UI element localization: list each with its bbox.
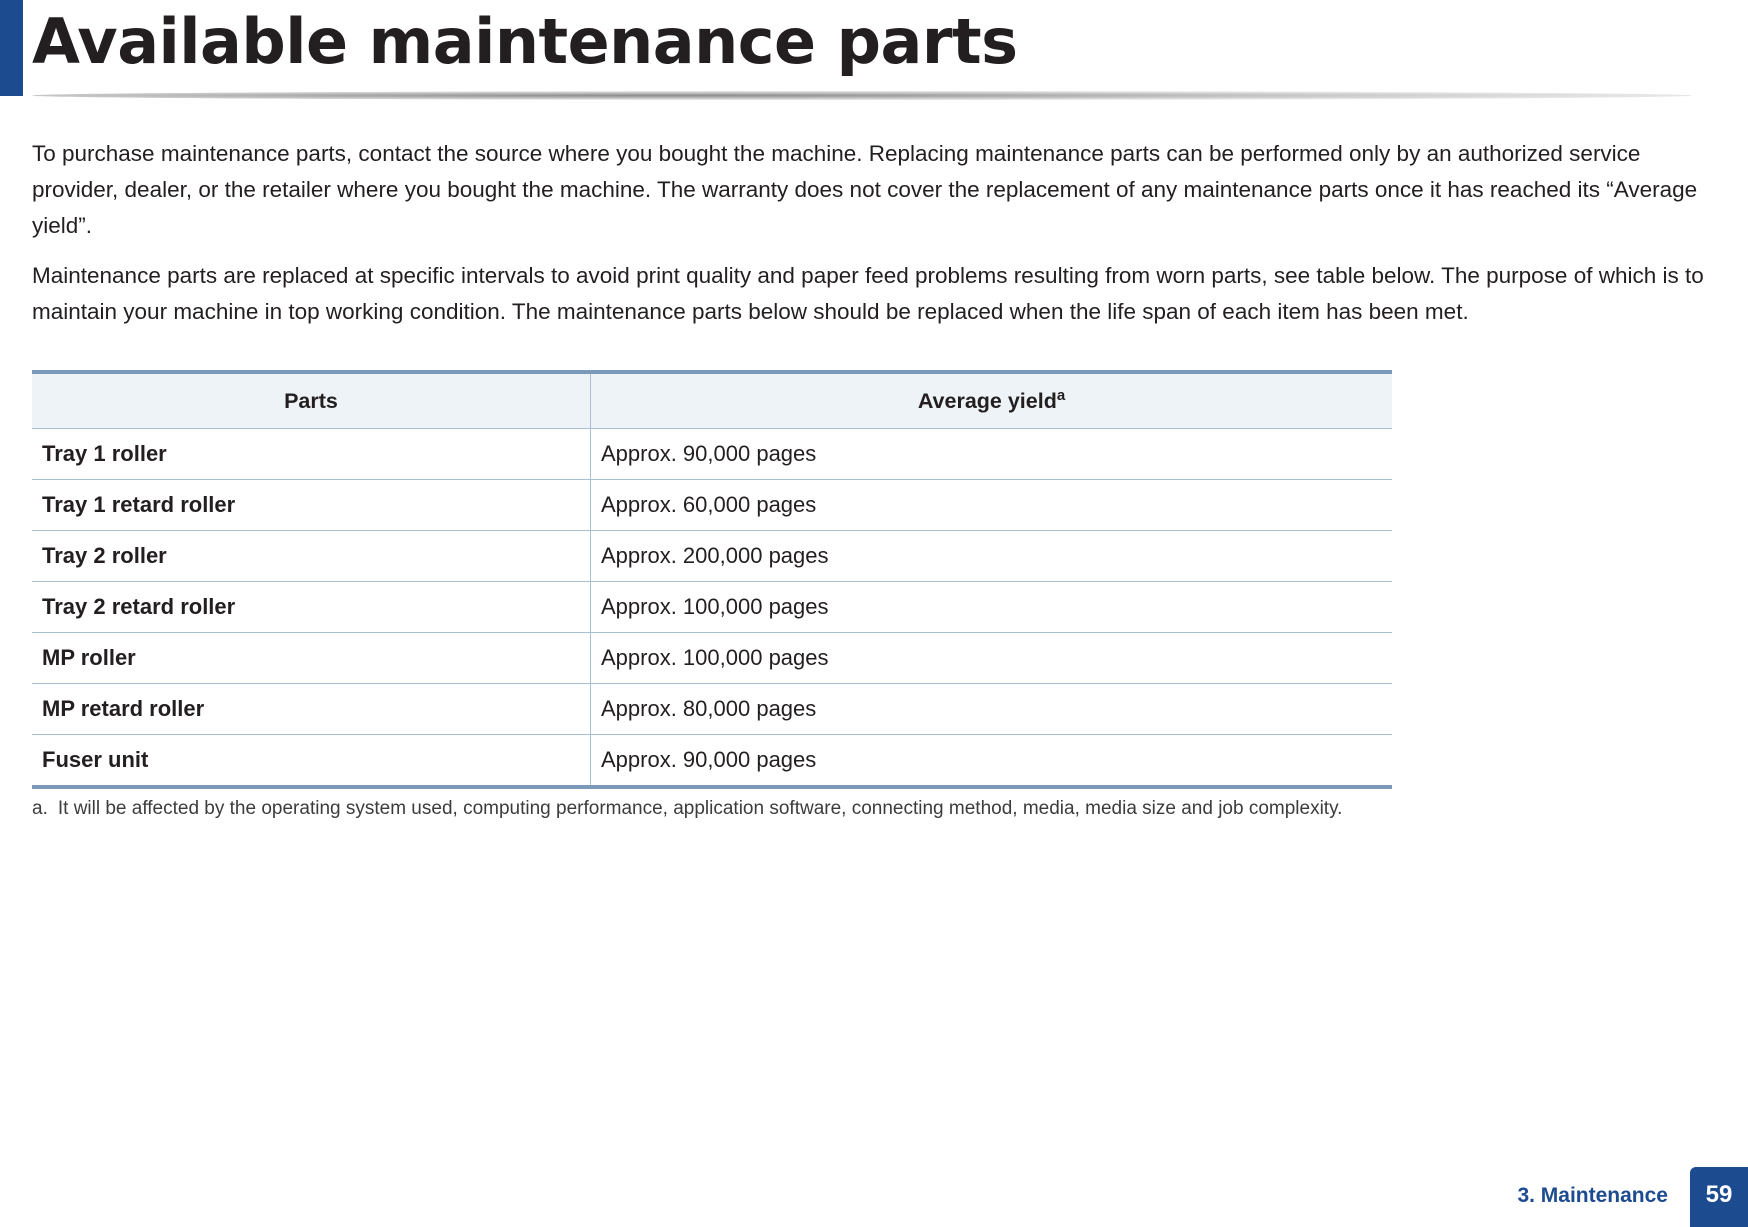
footnote-reference[interactable]: a — [1056, 387, 1066, 405]
table-row — [32, 429, 1392, 480]
part-name-cell: MP roller — [32, 633, 591, 684]
part-yield-cell: Approx. 200,000 pages — [591, 531, 1393, 582]
maintenance-parts-table — [32, 370, 1392, 789]
footer-section-link[interactable]: 3. Maintenance — [1517, 1184, 1668, 1207]
part-name-cell: Tray 2 roller — [32, 531, 591, 582]
table-row — [32, 531, 1392, 582]
part-name-cell: MP retard roller — [32, 684, 591, 735]
part-yield-cell: Approx. 80,000 pages — [591, 684, 1393, 735]
part-yield-cell: Approx. 100,000 pages — [591, 633, 1393, 684]
intro-paragraph-1: To purchase maintenance parts, contact the source where you bought the machine. Replacing maintenance parts can be performed only by an authorized service provider, dealer, or the retailer where you bought the machine. The warranty does not cover the replacement of any maintenance parts once it has reached its “Average yield”. — [32, 141, 1698, 238]
part-name-cell: Tray 1 retard roller — [32, 480, 591, 531]
intro-paragraph-2: Maintenance parts are replaced at specific intervals to avoid print quality and paper feed problems resulting from worn parts, see table below. The purpose of which is to maintain your machine in top working condition. The maintenance parts below should be replaced when the life span of each item has been met. — [32, 263, 1704, 324]
table-row — [32, 735, 1392, 788]
part-name-cell: Tray 2 retard roller — [32, 582, 591, 633]
footnote-text: It will be affected by the operating system used, computing performance, application software, connecting method, media, media size and job complexity. — [57, 798, 1343, 819]
header-parts: Parts — [32, 372, 591, 429]
table-header-row — [32, 372, 1392, 429]
part-yield-cell: Approx. 90,000 pages — [591, 429, 1393, 480]
table-row — [32, 633, 1392, 684]
header-average-yield — [591, 372, 1393, 429]
part-name-cell: Fuser unit — [32, 735, 591, 788]
footnote-mark: a. — [32, 798, 48, 819]
intro-text — [32, 136, 1722, 344]
table-row — [32, 480, 1392, 531]
part-name-cell: Tray 1 roller — [32, 429, 591, 480]
part-yield-cell: Approx. 100,000 pages — [591, 582, 1393, 633]
table-row — [32, 684, 1392, 735]
part-yield-cell: Approx. 60,000 pages — [591, 480, 1393, 531]
title-accent-bar — [0, 0, 23, 96]
table-footnote — [32, 798, 1342, 820]
header-average-yield-label: Average yield — [917, 389, 1057, 414]
table-row — [32, 582, 1392, 633]
page-number-badge: 59 — [1690, 1167, 1748, 1227]
title-divider — [32, 91, 1692, 100]
page-title: Available maintenance parts — [32, 5, 1018, 78]
part-yield-cell: Approx. 90,000 pages — [591, 735, 1393, 788]
